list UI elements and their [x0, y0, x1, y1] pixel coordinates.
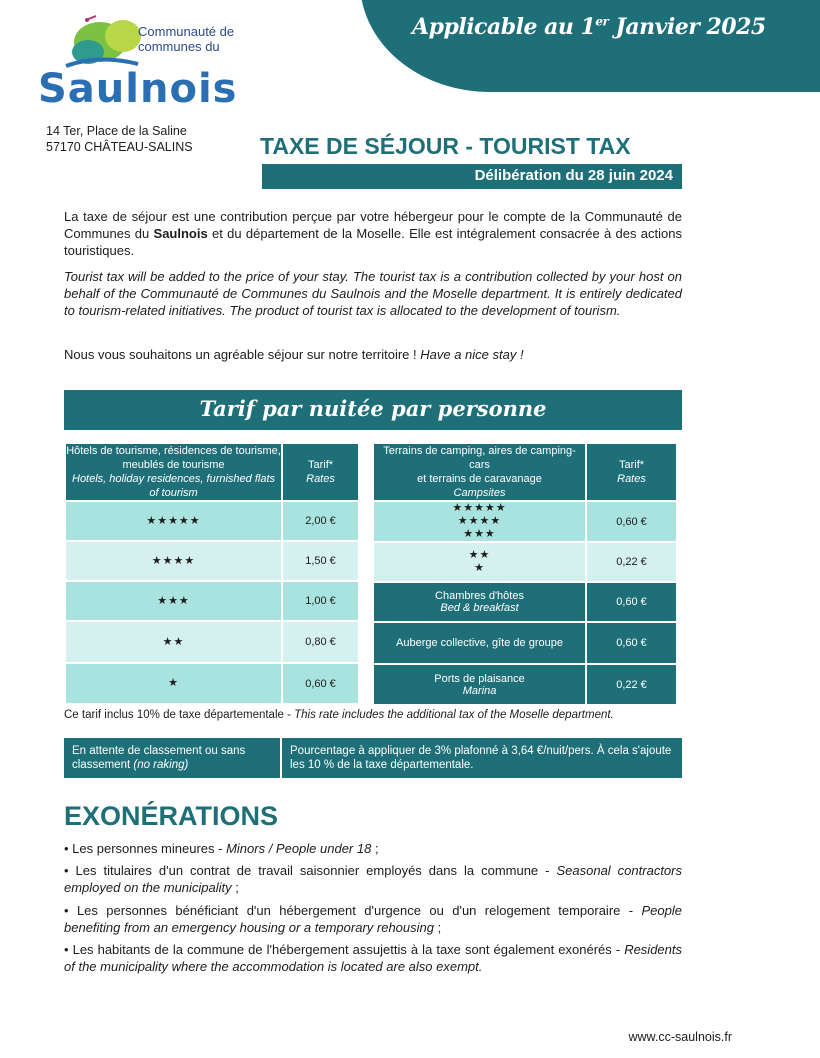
- star-rating: ★: [66, 663, 282, 704]
- intro-brand: Saulnois: [153, 226, 208, 242]
- rate-header: Tarif* Rates: [586, 444, 676, 501]
- table-header-row: [66, 444, 358, 501]
- unclassed-box: [64, 738, 682, 778]
- intro-french: La taxe de séjour est une contribution perçue par votre hébergeur pour le compte de la Communauté de Communes du Saulnois et du département de la Moselle. Elle est intégralement consacrée à des actions touristiques.: [64, 209, 682, 259]
- price: 1,00 €: [282, 581, 358, 621]
- price: 1,50 €: [282, 541, 358, 581]
- star-rating: ★★★: [66, 581, 282, 621]
- list-item: • Les habitants de la commune de l'hébergement assujettis à la taxe sont également exonérés - Residents of the municipality where the accommodation is located are also exempt.: [64, 942, 682, 975]
- price: 0,60 €: [586, 582, 676, 622]
- logo: [38, 14, 248, 120]
- star-rating: ★★★★★: [66, 501, 282, 541]
- intro-english: Tourist tax will be added to the price of your stay. The tourist tax is a contribution collected by your host on behalf of the Communauté de Communes du Saulnois and the Moselle department. It is entirely dedicated to tourism-related initiatives. The product of tourist tax is allocated to the development of tourism.: [64, 269, 682, 319]
- star-rating: ★★★★: [66, 541, 282, 581]
- campsite-rates-table: [374, 444, 676, 706]
- rate-banner: Tarif par nuitée par personne: [64, 390, 682, 430]
- list-item: • Les titulaires d'un contrat de travail saisonnier employés dans la commune - Seasonal contractors employed on the municipality ;: [64, 863, 682, 896]
- table-row: [66, 541, 358, 581]
- price: 2,00 €: [282, 501, 358, 541]
- rates-note: Ce tarif inclus 10% de taxe départementale - This rate includes the additional tax of the Moselle department.: [64, 709, 614, 721]
- table-row: [374, 582, 676, 622]
- table-header-row: [374, 444, 676, 501]
- deliberation-bar: Délibération du 28 juin 2024: [262, 164, 682, 189]
- table-row: [374, 542, 676, 582]
- table-row: [66, 663, 358, 704]
- unclassed-rule: Pourcentage à appliquer de 3% plafonné à 3,64 €/nuit/pers. À cela s'ajoute les 10 % de la taxe départementale.: [290, 745, 672, 771]
- list-item: • Les personnes bénéficiant d'un hébergement d'urgence ou d'un relogement temporaire - People benefiting from an emergency housing or a temporary rehousing ;: [64, 902, 682, 935]
- address: [46, 123, 193, 155]
- intro-stay: Nous vous souhaitons un agréable séjour sur notre territoire ! Have a nice stay !: [64, 347, 524, 362]
- price: 0,60 €: [586, 501, 676, 542]
- category-label: Ports de plaisance Marina: [374, 664, 586, 705]
- footer-url[interactable]: www.cc-saulnois.fr: [628, 1030, 732, 1044]
- price: 0,80 €: [282, 621, 358, 663]
- applicable-date-banner: Applicable au 1er Janvier 2025: [412, 14, 766, 40]
- address-line2: 57170 CHÂTEAU-SALINS: [46, 140, 193, 154]
- page-title: TAXE DE SÉJOUR - TOURIST TAX: [260, 133, 631, 159]
- star-rating: ★★ ★: [374, 542, 586, 582]
- table-row: [374, 622, 676, 664]
- hotel-rates-table: [66, 444, 358, 705]
- unclassed-label: En attente de classement ou sans classement (no raking): [64, 738, 282, 778]
- exonerations-list: [64, 840, 682, 980]
- list-item: • Les personnes mineures - Minors / People under 18 ;: [64, 841, 379, 856]
- hotel-category-header: Hôtels de tourisme, résidences de tourisme, meublés de tourisme Hotels, holiday residences, furnished flats of tourism: [66, 445, 281, 499]
- price: 0,60 €: [282, 663, 358, 704]
- table-row: [66, 581, 358, 621]
- category-label: Chambres d'hôtes Bed & breakfast: [374, 582, 586, 622]
- logo-line2: communes du: [138, 39, 220, 54]
- table-row: [66, 621, 358, 663]
- table-row: [374, 501, 676, 542]
- logo-name: Saulnois: [38, 66, 238, 112]
- star-rating: ★★: [66, 621, 282, 663]
- price: 0,22 €: [586, 664, 676, 705]
- price: 0,22 €: [586, 542, 676, 582]
- category-label: Auberge collective, gîte de groupe: [374, 622, 586, 664]
- campsite-category-header: Terrains de camping, aires de camping-cars et terrains de caravanage Campsites: [374, 444, 586, 501]
- exonerations-title: EXONÉRATIONS: [64, 801, 279, 831]
- star-rating: ★★★★★ ★★★★ ★★★: [374, 501, 586, 542]
- table-row: [66, 501, 358, 541]
- table-row: [374, 664, 676, 705]
- address-line1: 14 Ter, Place de la Saline: [46, 124, 187, 138]
- logo-line1: Communauté de: [138, 24, 235, 39]
- price: 0,60 €: [586, 622, 676, 664]
- rate-header: Tarif* Rates: [282, 444, 358, 501]
